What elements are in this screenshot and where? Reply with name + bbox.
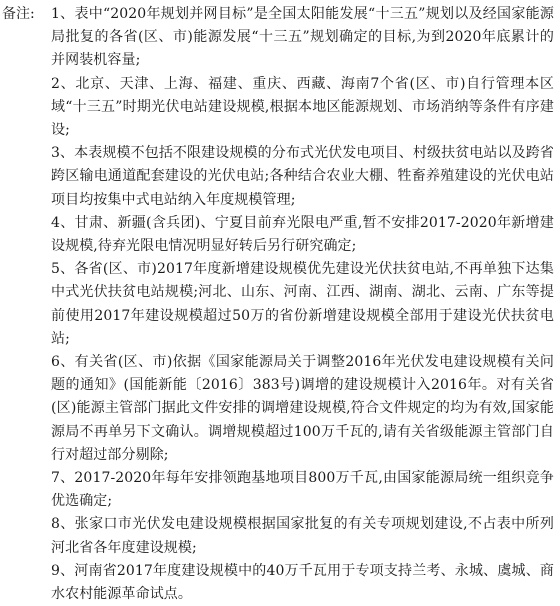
note-item-3: 3、本表规模不包括不限建设规模的分布式光伏发电项目、村级扶贫电站以及跨省跨区输电通道配套建设的光伏电站;各种结合农业大棚、牲畜养殖建设的光伏电站项目均按集中式电站纳入年度规模管理; (51, 145, 554, 208)
note-item-8: 8、张家口市光伏发电建设规模根据国家批复的有关专项规划建设,不占表中所列河北省各年度建设规模; (51, 516, 554, 556)
note-item-2: 2、北京、天津、上海、福建、重庆、西藏、海南7个省(区、市)自行管理本区域“十三五”时期光伏电站建设规模,根据本地区能源规划、市场消纳等条件有序建设; (51, 75, 554, 139)
note-item-9: 9、河南省2017年度建设规模中的40万千瓦用于专项支持兰考、永城、虞城、商水农村能源革命试点。 (51, 562, 554, 603)
note-item-1: 1、表中“2020年规划并网目标”是全国太阳能发展“十三五”规划以及经国家能源局批复的各省(区、市)能源发展“十三五”规划确定的目标,为到2020年底累计的并网装机容量; (51, 6, 554, 69)
note-item-5: 5、各省(区、市)2017年度新增建设规模优先建设光伏扶贫电站,不再单独下达集中式光伏扶贫电站规模;河北、山东、河南、江西、湖南、湖北、云南、广东等提前使用2017年建设规模超过50万的省份新增建设规模全部用于建设光伏扶贫电站; (51, 261, 554, 347)
notes-list (51, 3, 554, 606)
notes-label: 备注: (2, 6, 35, 22)
note-item-6: 6、有关省(区、市)依据《国家能源局关于调整2016年光伏发电建设规模有关问题的通知》(国能新能〔2016〕383号)调增的建设规模计入2016年。对有关省(区)能源主管部门据此文件安排的调增建设规模,符合文件规定的均为有效,国家能源局不再单另下文确认。调增规模超过100万千瓦的,请有关省级能源主管部门自行对超过部分剔除; (51, 354, 554, 463)
note-item-7: 7、2017-2020年每年安排领跑基地项目800万千瓦,由国家能源局统一组织竞争优选确定; (51, 470, 554, 510)
note-item-4: 4、甘肃、新疆(含兵团)、宁夏目前弃光限电严重,暂不安排2017-2020年新增建设规模,待弃光限电情况明显好转后另行研究确定; (51, 214, 554, 255)
